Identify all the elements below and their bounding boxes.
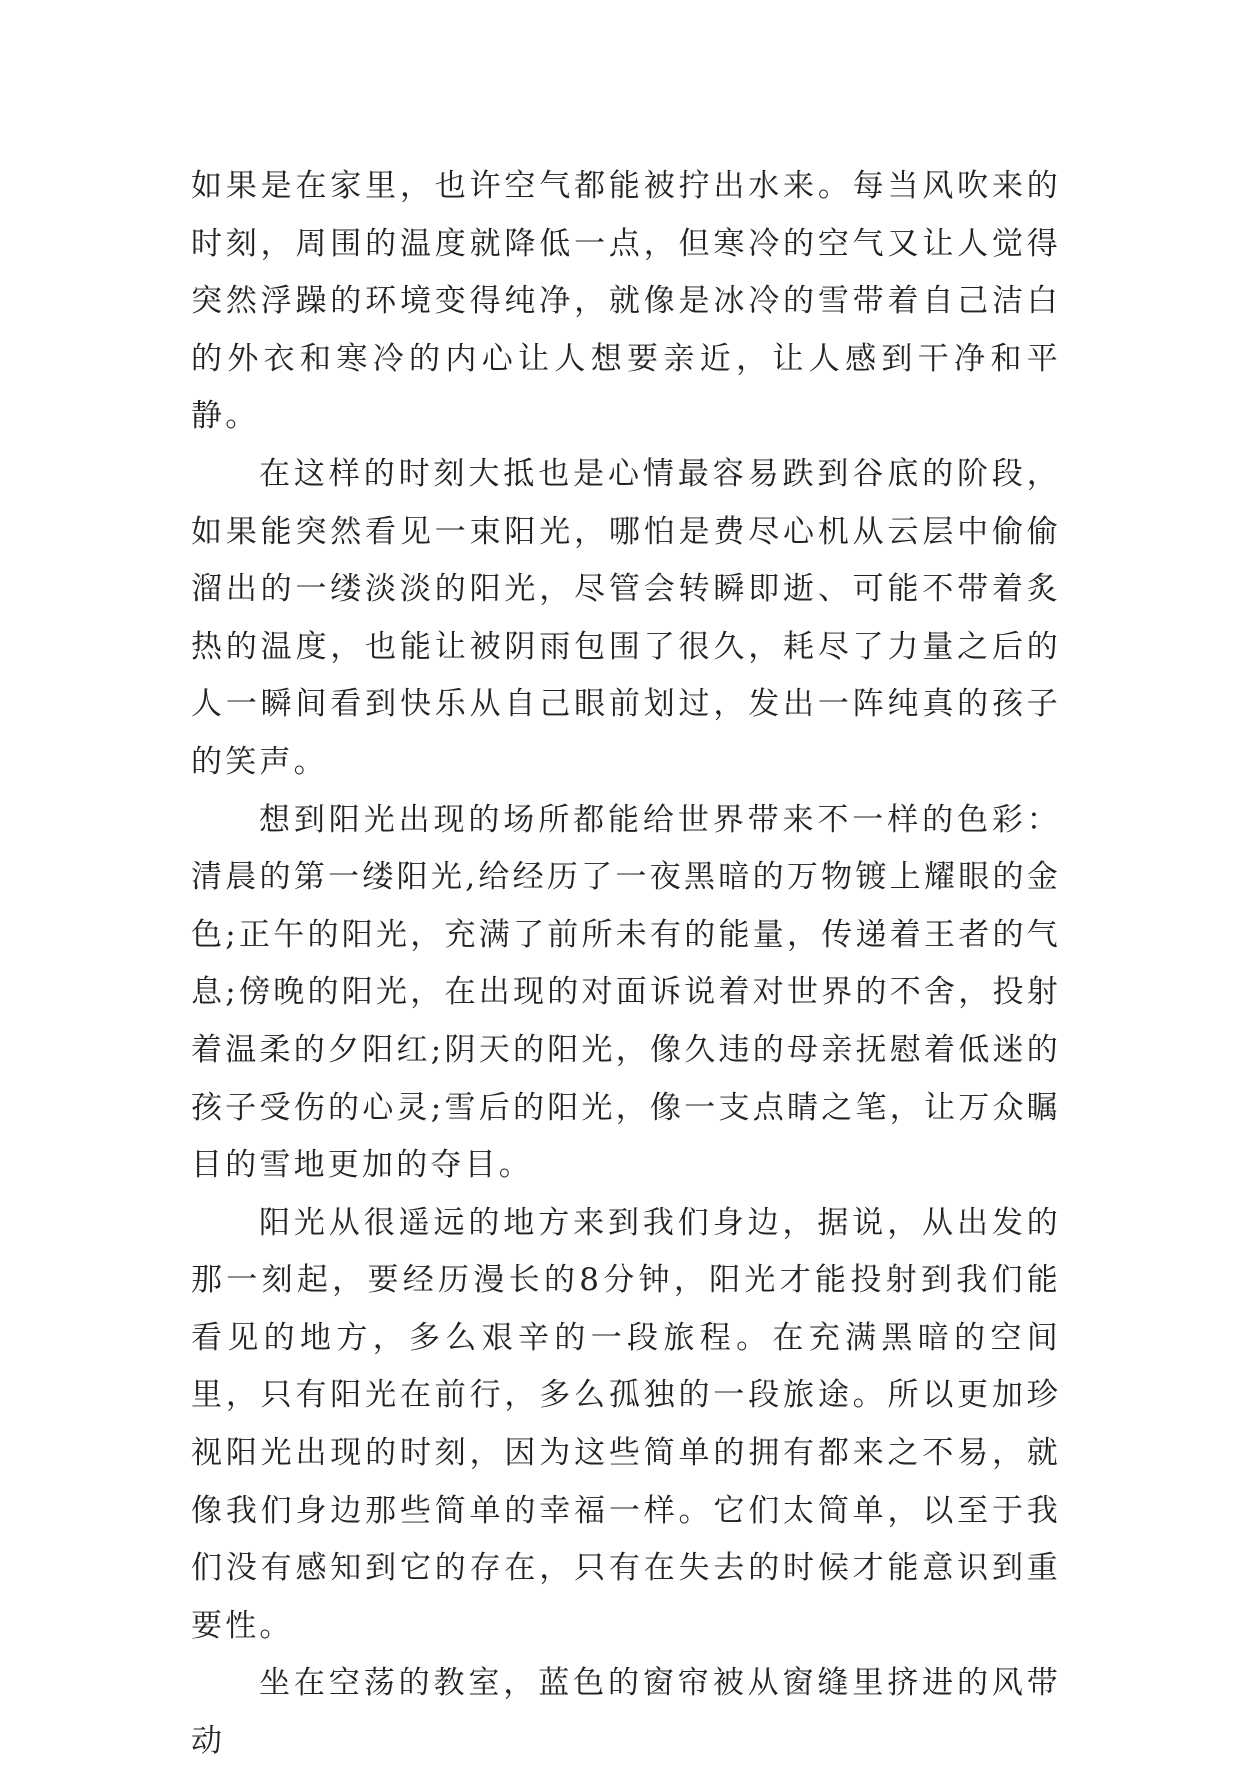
paragraph-3: 想到阳光出现的场所都能给世界带来不一样的色彩：清晨的第一缕阳光,给经历了一夜黑暗的万物镀上耀眼的金色;正午的阳光，充满了前所未有的能量，传递着王者的气息;傍晚的阳光，在出现的对面诉说着对世界的不舍，投射着温柔的夕阳红;阴天的阳光，像久违的母亲抚慰着低迷的孩子受伤的心灵;雪后的阳光，像一支点睛之笔，让万众瞩目的雪地更加的夺目。 bbox=[191, 801, 1061, 1184]
body-text bbox=[191, 158, 1061, 1771]
paragraph-1: 如果是在家里，也许空气都能被拧出水来。每当风吹来的时刻，周围的温度就降低一点，但寒冷的空气又让人觉得突然浮躁的环境变得纯净，就像是冰冷的雪带着自己洁白的外衣和寒冷的内心让人想要亲近，让人感到干净和平静。 bbox=[191, 168, 1061, 435]
paragraph-4: 阳光从很遥远的地方来到我们身边，据说，从出发的那一刻起，要经历漫长的8分钟，阳光才能投射到我们能看见的地方，多么艰辛的一段旅程。在充满黑暗的空间里，只有阳光在前行，多么孤独的一段旅途。所以更加珍视阳光出现的时刻，因为这些简单的拥有都来之不易，就像我们身边那些简单的幸福一样。它们太简单，以至于我们没有感知到它的存在，只有在失去的时候才能意识到重要性。 bbox=[191, 1204, 1061, 1644]
paragraph-5: 坐在空荡的教室，蓝色的窗帘被从窗缝里挤进的风带动 bbox=[191, 1665, 1061, 1760]
paragraph-2: 在这样的时刻大抵也是心情最容易跌到谷底的阶段，如果能突然看见一束阳光，哪怕是费尽心机从云层中偷偷溜出的一缕淡淡的阳光，尽管会转瞬即逝、可能不带着炙热的温度，也能让被阴雨包围了很久，耗尽了力量之后的人一瞬间看到快乐从自己眼前划过，发出一阵纯真的孩子的笑声。 bbox=[191, 455, 1061, 780]
